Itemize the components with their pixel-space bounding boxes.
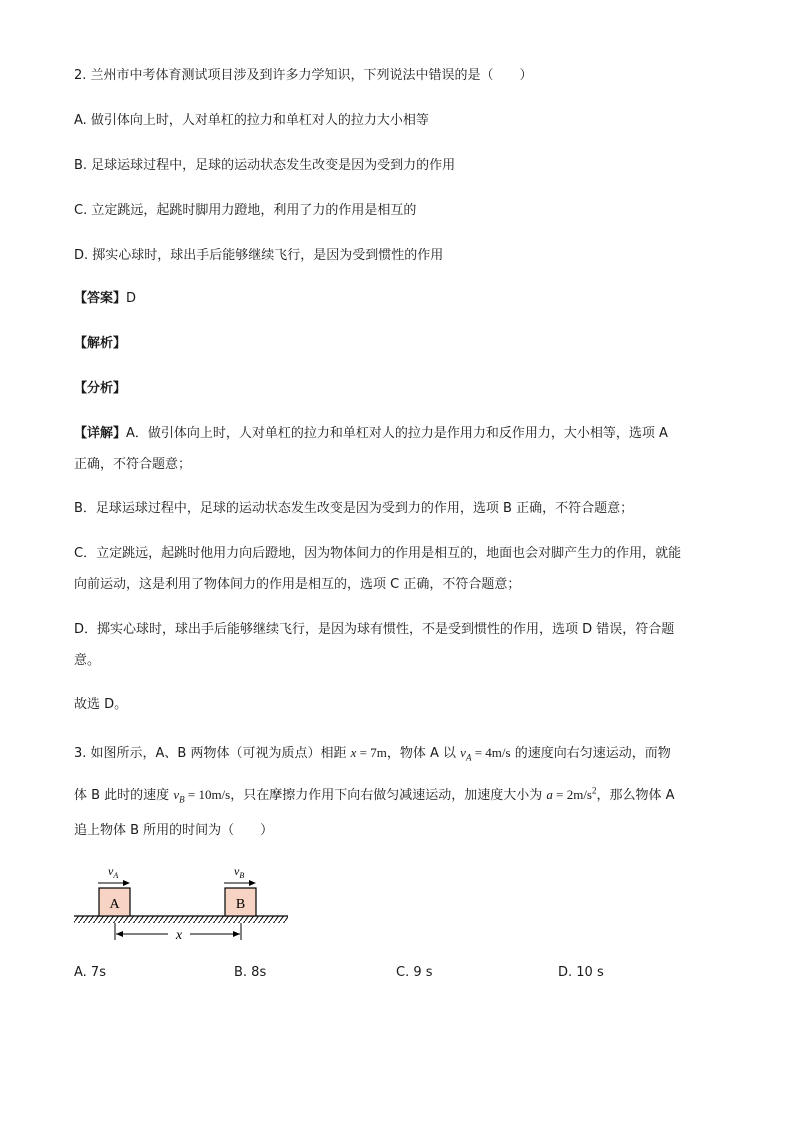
q3-stem-line-3: 追上物体 B 所用的时间为（ ） [74,823,274,838]
block-b-label: B [235,897,246,912]
vb-arrow-head [249,880,256,886]
q3-stem-line-2 [74,786,675,805]
detail-tag: 【详解】 [74,426,127,441]
detail-text-1: A．做引体向上时，人对单杠的拉力和单杠对人的拉力是作用力和反作用力，大小相等，选项 A [126,426,668,441]
fenxi-tag: 【分析】 [74,381,127,396]
a-value: = 2m/s [552,787,592,802]
q3-stem-line-1 [74,744,671,763]
detail-line-2: 正确，不符合题意； [74,457,192,472]
detail-line-6: D．掷实心球时，球出手后能够继续飞行，是因为球有惯性，不是受到惯性的作用，选项 D 错误，符合题 [74,622,675,637]
va-label: $v_A$ [108,864,119,880]
q2-option-b: B. 足球运球过程中，足球的运动状态发生改变是因为受到力的作用 [74,158,456,173]
q3-text: ，只在摩擦力作用下向右做匀减速运动，加速度大小为 [230,788,547,803]
conclusion: 故选 D。 [74,697,128,712]
var-vb: v [173,787,180,802]
a-exponent: 2 [592,785,597,796]
q2-option-a: A. 做引体向上时，人对单杠的拉力和单杠对人的拉力大小相等 [74,113,429,128]
detail-line-5: 向前运动，这是利用了物体间力的作用是相互的，选项 C 正确，不符合题意； [74,577,521,592]
x-value: = 7m [356,745,387,760]
q3-option-b: B. 8s [234,965,267,980]
var-a: a [546,787,553,802]
va-value: = 4m/s [471,745,511,760]
q3-text: 3. 如图所示，A、B 两物体（可视为质点）相距 [74,746,351,761]
detail-line-1 [74,425,668,443]
var-va-sub: A [465,752,472,763]
q3-option-d: D. 10 s [558,965,604,980]
block-a-label: A [109,897,120,912]
analysis-tag: 【解析】 [74,336,127,351]
q3-text: ，物体 A 以 [386,746,461,761]
distance-label: x [175,928,183,943]
q3-option-a: A. 7s [74,965,106,980]
ground-hatch [74,916,288,923]
var-x: x [350,745,357,760]
va-arrow-head [123,880,130,886]
var-va: v [460,745,466,760]
answer-value: D [126,291,137,306]
q2-option-c: C. 立定跳远，起跳时脚用力蹬地，利用了力的作用是相互的 [74,203,417,218]
dist-arrow-left [116,931,123,937]
dist-arrow-right [233,931,240,937]
q3-text: ，那么物体 A [596,788,675,803]
detail-line-3: B．足球运球过程中，足球的运动状态发生改变是因为受到力的作用，选项 B 正确，不符合题意； [74,501,634,516]
q3-text: 体 B 此时的速度 [74,788,174,803]
q3-text: 的速度向右匀速运动，而物 [510,746,671,761]
vb-value: = 10m/s [184,787,231,802]
answer-tag: 【答案】 [74,291,127,306]
answer-line [74,290,136,308]
q2-stem: 2. 兰州市中考体育测试项目涉及到许多力学知识，下列说法中错误的是（ ） [74,68,533,83]
detail-line-7: 意。 [74,653,101,668]
var-vb-sub: B [179,794,185,805]
detail-line-4: C．立定跳远，起跳时他用力向后蹬地，因为物体间力的作用是相互的，地面也会对脚产生力的作用，就能 [74,546,682,561]
vb-label: $v_B$ [234,864,245,880]
q3-figure [70,858,300,948]
q3-option-c: C. 9 s [396,965,433,980]
q2-option-d: D. 掷实心球时，球出手后能够继续飞行，是因为受到惯性的作用 [74,248,444,263]
